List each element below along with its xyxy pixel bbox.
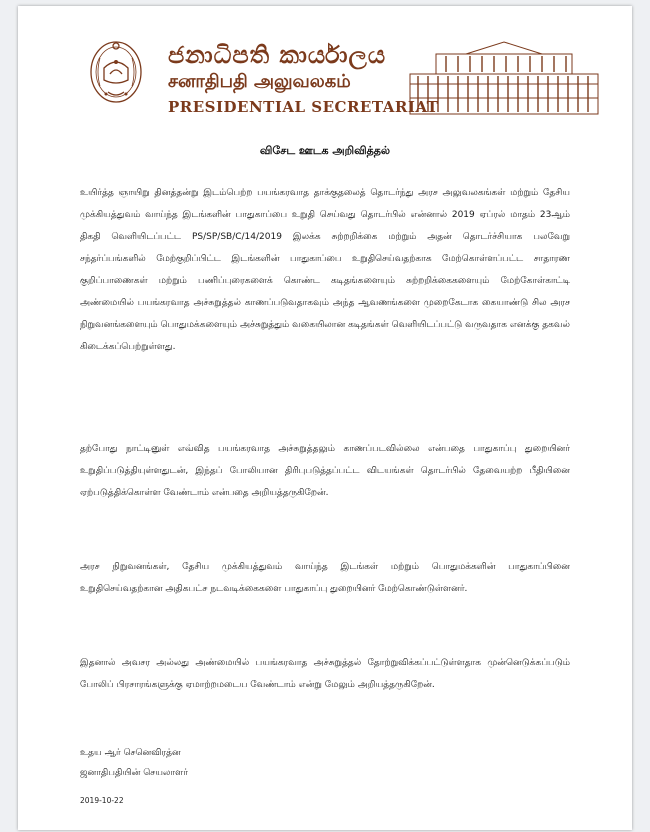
state-emblem-icon [88,34,144,108]
tamil-name: சனாதிபதி அலுவலகம் [168,71,351,92]
document-page [18,6,632,830]
institution-header [168,42,438,117]
paragraph-3: அரச நிறுவனங்கள், தேசிய முக்கியத்துவம் வாய்ந்த இடங்கள் மற்றும் பொதுமக்களின் பாதுகாப்பினை உறுதிசெய்வதற்கான அதிகபட்ச நடவடிக்கைகளை பாதுகாப்பு துறையினர் மேற்கொண்டுள்ளனர். [80,562,570,594]
english-name: PRESIDENTIAL SECRETARIAT [168,98,439,116]
signatory-name: உதய ஆர் செனெவிரத்ன [80,748,181,758]
paragraph-1: உயிர்த்த ஞாயிறு தினத்தன்று இடம்பெற்ற பயங்கரவாத தாக்குதலைத் தொடர்ந்து அரச அலுவலகங்கள் மற்றும் தேசிய முக்கியத்துவம் வாய்ந்த இடங்களின் பாதுகாப்பை உறுதி செய்வது தொடர்பில் என்னால் 2019 ஏப்ரல் மாதம் 23ஆம் திகதி வெளியிடப்பட்ட PS/SP/SB/C/14/2019 இலக்க சுற்றறிக்கை மற்றும் அதன் தொடர்ச்சியாக பலவேறு சந்தர்ப்பங்களில் மேற்குறிப்பிட்ட இடங்களின் பாதுகாப்பை உறுதிசெய்வதற்காக மேற்கொள்ளப்பட்ட சாதாரண குறிப்பாணைகள் மற்றும் பணிப்புரைகளைக் கொண்ட கடிதங்களையும் சுற்றறிக்கைகளையும் மேற்கோள்காட்டி அண்மையில் பயங்கரவாத அச்சுறுத்தல் காணப்படுவதாகவும் அந்த ஆவணங்களை முறைகேடாக கையாண்டு சில அரச நிறுவனங்களையும் பொதுமக்களையும் அச்சுறுத்தும் வகையிலான கடிதங்கள் வெளியிடப்பட்டு வருவதாக எனக்கு தகவல் கிடைக்கப்பெற்றுள்ளது. [80,188,570,352]
paragraph-2: தற்போது நாட்டினுள் எவ்வித பயங்கரவாத அச்சுறுத்தலும் காணப்படவில்லை என்பதை பாதுகாப்பு துறையினர் உறுதிப்படுத்தியுள்ளதுடன், இந்தப் போலியான திரிபுபடுத்தப்பட்ட விடயங்கள் தொடர்பில் தேவையற்ற பீதியினை ஏற்படுத்திக்கொள்ள வேண்டாம் என்பதை அறியத்தருகிறேன். [80,444,570,498]
building-illustration-icon [406,40,602,118]
paragraph-4: இதனால் அவசர அல்லது அண்மையில் பயங்கரவாத அச்சுறுத்தல் தோற்றுவிக்கப்பட்டுள்ளதாக முன்னெடுக்கப்படும் போலிப் பிரசாரங்களுக்கு ஏமாற்றமடைய வேண்டாம் என்று மேலும் அறியத்தருகிறேன். [80,658,570,690]
sinhala-name: ජනාධිපති කාර්යාලය [168,41,387,69]
document-title: விசேட ஊடக அறிவித்தல் [259,144,391,157]
signatory-title: ஜனாதிபதியின் செயலாளர் [80,768,188,778]
document-date: 2019-10-22 [80,796,124,805]
